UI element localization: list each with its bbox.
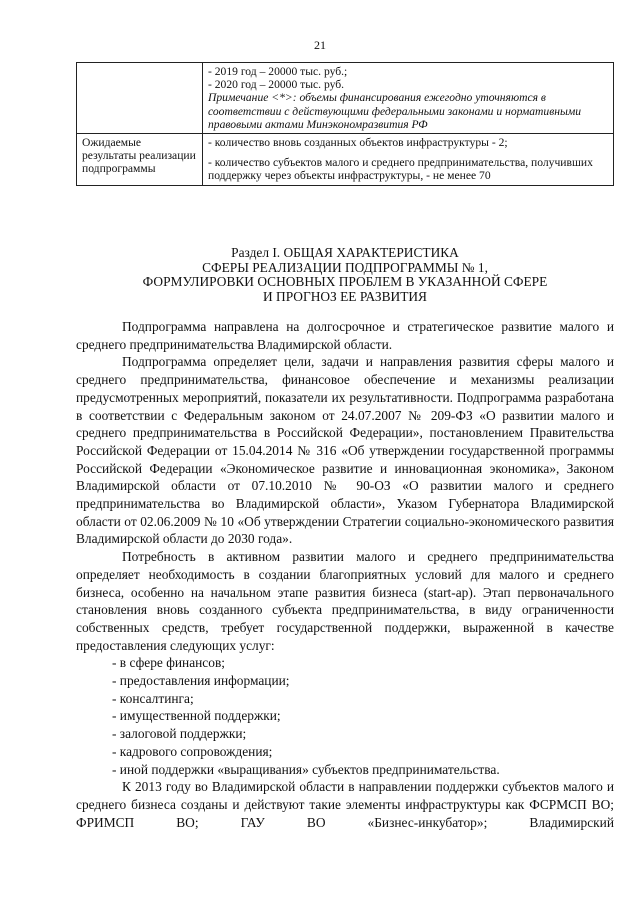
table-value-cell xyxy=(203,63,614,134)
heading-line: СФЕРЫ РЕАЛИЗАЦИИ ПОДПРОГРАММЫ № 1, xyxy=(202,259,488,275)
body-text xyxy=(76,318,614,831)
page-number: 21 xyxy=(314,38,326,52)
table-label-cell: Ожидаемые результаты реализации подпрограммы xyxy=(77,134,203,186)
financing-note: Примечание <*>: объемы финансирования ежегодно уточняются в соответствии с действующими федеральными законами и нормативными правовыми актами Минэкономразвития РФ xyxy=(208,91,582,131)
paragraph-2: Подпрограмма определяет цели, задачи и направления развития сферы малого и среднего предпринимательства, финансовое обеспечение и механизмы реализации предусмотренных мероприятий, показатели их результативности. Подпрограмма разработана в соответствии с Федеральным законом от 24.07.2007 № 209-ФЗ «О развитии малого и среднего предпринимательства в Российской Федерации», постановлением Правительства Российской Федерации от 15.04.2014 № 316 «Об утверждении государственной программы Российской Федерации «Экономическое развитие и инновационная экономика», Законом Владимирской области от 07.10.2010 № 90-ОЗ «О развитии малого и среднего предпринимательства во Владимирской области», Указом Губернатора Владимирской области от 02.06.2009 № 10 «Об утверждении Стратегии социально-экономического развития Владимирской области до 2030 года». xyxy=(76,354,614,547)
list-item: - кадрового сопровождения; xyxy=(112,743,273,759)
list-item: - предоставления информации; xyxy=(112,673,290,689)
paragraph-4: К 2013 году во Владимирской области в направлении поддержки субъектов малого и среднего бизнеса созданы и действуют такие элементы инфраструктуры как ФСРМСП ВО; ФРИМСП ВО; ГАУ ВО «Бизнес-инкубатор»; Владимирский xyxy=(76,779,614,830)
list-item: - имущественной поддержки; xyxy=(112,708,281,724)
table-row xyxy=(77,134,614,186)
list-item: - в сфере финансов; xyxy=(112,655,225,671)
result-line-subjects: - количество субъектов малого и среднего предпринимательства, получивших поддержку через объекты инфраструктуры, - не менее 70 xyxy=(208,156,593,183)
heading-line: И ПРОГНОЗ ЕЕ РАЗВИТИЯ xyxy=(263,288,427,304)
table-row xyxy=(77,63,614,134)
list-item: - залоговой поддержки; xyxy=(112,726,247,742)
paragraph-3: Потребность в активном развитии малого и среднего предпринимательства определяет необходимость в создании благоприятных условий для малого и среднего бизнеса, особенно на начальном этапе развития бизнеса (start-ap). Этап первоначального становления вновь созданного субъекта предпринимательства, в виду ограниченности собственных средств, требует государственной поддержки, выраженной в качестве предоставления следующих услуг: xyxy=(76,549,614,653)
heading-line: ФОРМУЛИРОВКИ ОСНОВНЫХ ПРОБЛЕМ В УКАЗАННОЙ СФЕРЕ xyxy=(142,274,548,289)
section-heading xyxy=(76,246,614,304)
table-value-cell xyxy=(203,134,614,186)
list-item: - консалтинга; xyxy=(112,690,194,706)
paragraph-1: Подпрограмма направлена на долгосрочное и стратегическое развитие малого и среднего предпринимательства Владимирской области. xyxy=(76,319,614,352)
result-line-infrastructure: - количество вновь созданных объектов инфраструктуры - 2; xyxy=(208,136,508,150)
list-item: - иной поддержки «выращивания» субъектов предпринимательства. xyxy=(112,761,500,777)
table-label-cell xyxy=(77,63,203,134)
program-passport-table xyxy=(76,62,614,186)
financing-line-2020: - 2020 год – 20000 тыс. руб. xyxy=(208,78,345,92)
heading-line: Раздел I. ОБЩАЯ ХАРАКТЕРИСТИКА xyxy=(231,245,459,260)
financing-line-2019: - 2019 год – 20000 тыс. руб.; xyxy=(208,65,348,78)
line-spacer xyxy=(208,149,608,156)
